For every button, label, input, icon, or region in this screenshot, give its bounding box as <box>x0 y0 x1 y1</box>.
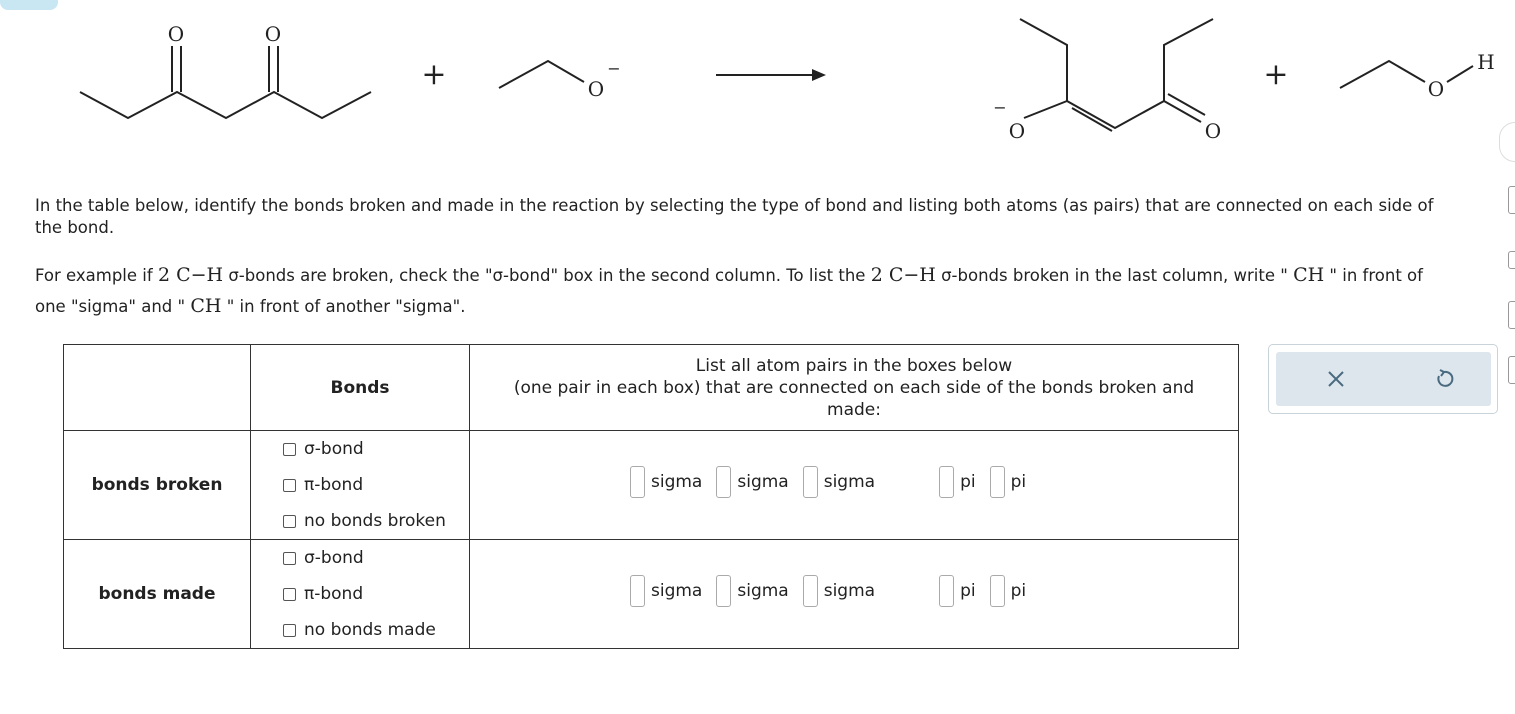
instructions-paragraph-2: For example if 2 C−H σ-bonds are broken, check the "σ-bond" box in the second column. To list the 2 C−H σ-bonds broken in the last column, write " CH " in front of one "sigma" and " CH " in front of another "sigma". <box>35 264 1423 317</box>
sigma-input-box[interactable] <box>630 466 645 498</box>
sigma-input-box[interactable] <box>716 466 731 498</box>
option-no-bonds-made[interactable]: no bonds made <box>283 612 469 648</box>
atom-pairs-cell: sigma sigma sigma pi pi <box>470 540 1239 649</box>
option-no-bonds-broken[interactable]: no bonds broken <box>283 503 469 539</box>
charge-minus: − <box>607 59 621 78</box>
option-pi-bond[interactable]: π-bond <box>283 467 469 503</box>
bonds-table <box>63 344 1239 649</box>
pi-input-box[interactable] <box>990 466 1005 498</box>
product1-bonds <box>1020 19 1213 131</box>
checkbox[interactable] <box>283 479 296 492</box>
side-tool-button[interactable] <box>1508 356 1515 384</box>
option-sigma-bond[interactable]: σ-bond <box>283 540 469 576</box>
atom-o: O <box>1204 119 1222 143</box>
atom-pairs-cell: sigma sigma sigma pi pi <box>470 431 1239 540</box>
sigma-input-box[interactable] <box>716 575 731 607</box>
checkbox[interactable] <box>283 624 296 637</box>
side-tool-button[interactable] <box>1508 251 1515 269</box>
checkbox[interactable] <box>283 552 296 565</box>
header-bonds: Bonds <box>251 345 470 431</box>
pi-input-box[interactable] <box>939 466 954 498</box>
sigma-input-box[interactable] <box>803 466 818 498</box>
row-bonds-made <box>64 540 1239 649</box>
row-label: bonds made <box>64 540 251 649</box>
plus-sign: + <box>1263 57 1289 92</box>
undo-icon <box>1434 369 1454 389</box>
header-atom-pairs: List all atom pairs in the boxes below (one pair in each box) that are connected on each side of the bonds broken and made: <box>470 345 1239 431</box>
row-label: bonds broken <box>64 431 251 540</box>
sigma-input-box[interactable] <box>630 575 645 607</box>
checkbox[interactable] <box>283 588 296 601</box>
instructions-paragraph-1: In the table below, identify the bonds broken and made in the reaction by selecting the type of bond and listing both atoms (as pairs) that are connected on each side of the bond. <box>35 196 1434 237</box>
checkbox[interactable] <box>283 443 296 456</box>
atom-o: O <box>167 22 185 46</box>
charge-minus: − <box>993 98 1007 117</box>
pi-input-box[interactable] <box>939 575 954 607</box>
side-tool-button[interactable] <box>1508 301 1515 329</box>
plus-sign: + <box>421 57 447 92</box>
checkbox[interactable] <box>283 515 296 528</box>
atom-o: O <box>1427 77 1445 101</box>
option-pi-bond[interactable]: π-bond <box>283 576 469 612</box>
clear-button[interactable] <box>1320 363 1352 395</box>
bond-type-options <box>251 431 470 540</box>
header-empty-cell <box>64 345 251 431</box>
atom-h: H <box>1477 50 1495 74</box>
sigma-input-box[interactable] <box>803 575 818 607</box>
answer-toolbar <box>1268 344 1498 414</box>
reaction-scheme <box>0 0 1515 170</box>
atom-o: O <box>264 22 282 46</box>
option-sigma-bond[interactable]: σ-bond <box>283 431 469 467</box>
row-bonds-broken <box>64 431 1239 540</box>
x-icon <box>1327 370 1345 388</box>
reaction-arrow-icon <box>716 69 826 81</box>
pi-input-box[interactable] <box>990 575 1005 607</box>
reset-button[interactable] <box>1428 363 1460 395</box>
reactant1-bonds <box>80 46 371 118</box>
atom-o: O <box>587 77 605 101</box>
atom-o: O <box>1008 119 1026 143</box>
bond-type-options <box>251 540 470 649</box>
product2-bonds <box>1340 61 1473 88</box>
reactant2-bonds <box>499 61 584 88</box>
side-tool-button[interactable] <box>1508 186 1515 214</box>
